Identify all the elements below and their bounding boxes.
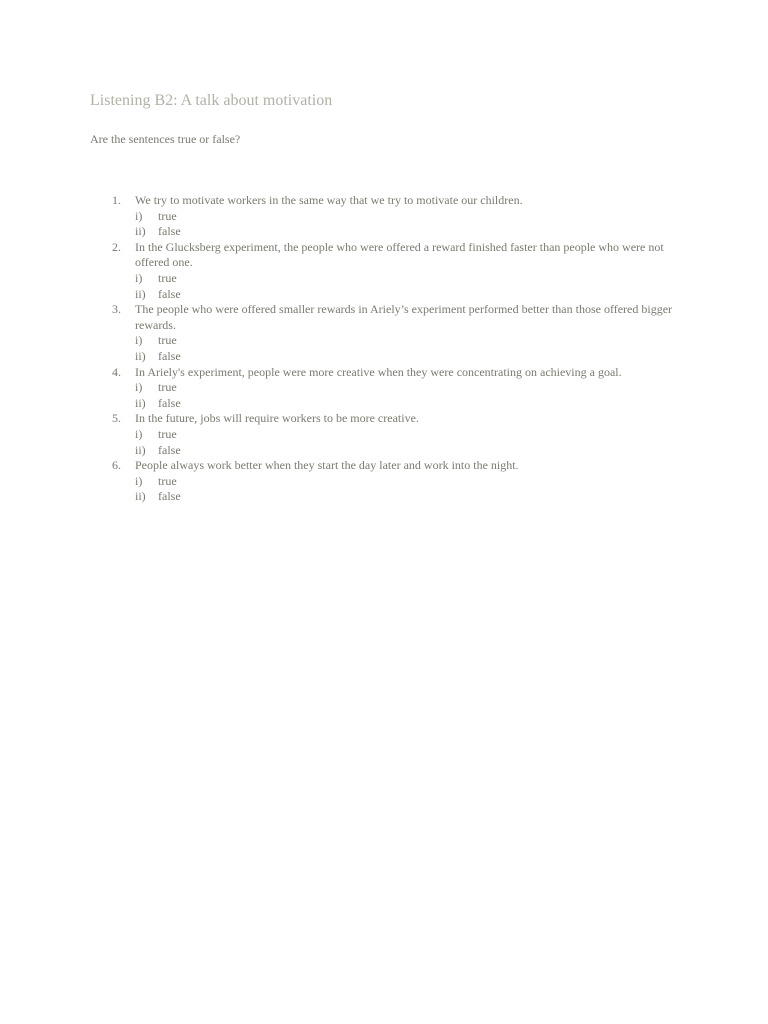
page-title: Listening B2: A talk about motivation xyxy=(90,92,333,109)
option-item xyxy=(0,349,768,365)
option-marker: i) xyxy=(135,333,143,348)
option-label: false xyxy=(158,442,181,457)
option-marker: ii) xyxy=(135,224,146,239)
question-text: In the Glucksberg experiment, the people who were offered a reward finished faster than people who were not offered one. xyxy=(135,239,664,270)
question-number: 1. xyxy=(112,193,121,207)
option-item xyxy=(0,396,768,412)
question-number: 5. xyxy=(112,411,121,426)
question-list xyxy=(0,193,768,505)
option-marker: i) xyxy=(135,208,143,223)
option-marker: ii) xyxy=(135,395,146,410)
option-marker: ii) xyxy=(135,348,146,363)
option-item xyxy=(0,427,768,443)
option-item xyxy=(0,209,768,225)
question-text: People always work better when they start the day later and work into the night. xyxy=(135,458,519,473)
question-number: 6. xyxy=(112,458,121,473)
question-item xyxy=(0,302,768,333)
option-label: false xyxy=(158,286,181,301)
question-item xyxy=(0,411,768,427)
option-item xyxy=(0,380,768,396)
option-item xyxy=(0,333,768,349)
option-marker: ii) xyxy=(135,489,146,504)
option-marker: i) xyxy=(135,270,143,285)
option-marker: ii) xyxy=(135,442,146,457)
option-label: true xyxy=(158,426,177,441)
question-number: 3. xyxy=(112,302,121,317)
question-text: We try to motivate workers in the same way that we try to motivate our children. xyxy=(135,193,523,207)
question-item xyxy=(0,458,768,474)
option-marker: i) xyxy=(135,473,143,488)
option-marker: i) xyxy=(135,380,143,395)
question-text: In the future, jobs will require workers to be more creative. xyxy=(135,411,419,426)
question-item xyxy=(0,240,768,271)
option-item xyxy=(0,271,768,287)
option-label: true xyxy=(158,208,177,223)
option-item xyxy=(0,224,768,240)
option-item xyxy=(0,443,768,459)
option-label: true xyxy=(158,380,177,395)
question-number: 4. xyxy=(112,364,121,379)
option-label: true xyxy=(158,473,177,488)
option-label: false xyxy=(158,224,181,239)
option-item xyxy=(0,287,768,303)
question-item xyxy=(0,193,768,209)
question-item xyxy=(0,365,768,381)
question-text: The people who were offered smaller rewards in Ariely’s experiment performed better than those offered bigger rewards. xyxy=(135,302,673,332)
question-number: 2. xyxy=(112,239,121,254)
option-item xyxy=(0,474,768,490)
instructions: Are the sentences true or false? xyxy=(90,132,241,146)
option-label: false xyxy=(158,395,181,410)
question-text: In Ariely's experiment, people were more creative when they were concentrating on achieving a goal. xyxy=(135,364,622,379)
option-label: false xyxy=(158,489,181,504)
option-label: true xyxy=(158,270,177,285)
option-label: false xyxy=(158,348,181,363)
option-item xyxy=(0,489,768,505)
option-marker: i) xyxy=(135,426,143,441)
option-label: true xyxy=(158,333,177,348)
option-marker: ii) xyxy=(135,286,146,301)
